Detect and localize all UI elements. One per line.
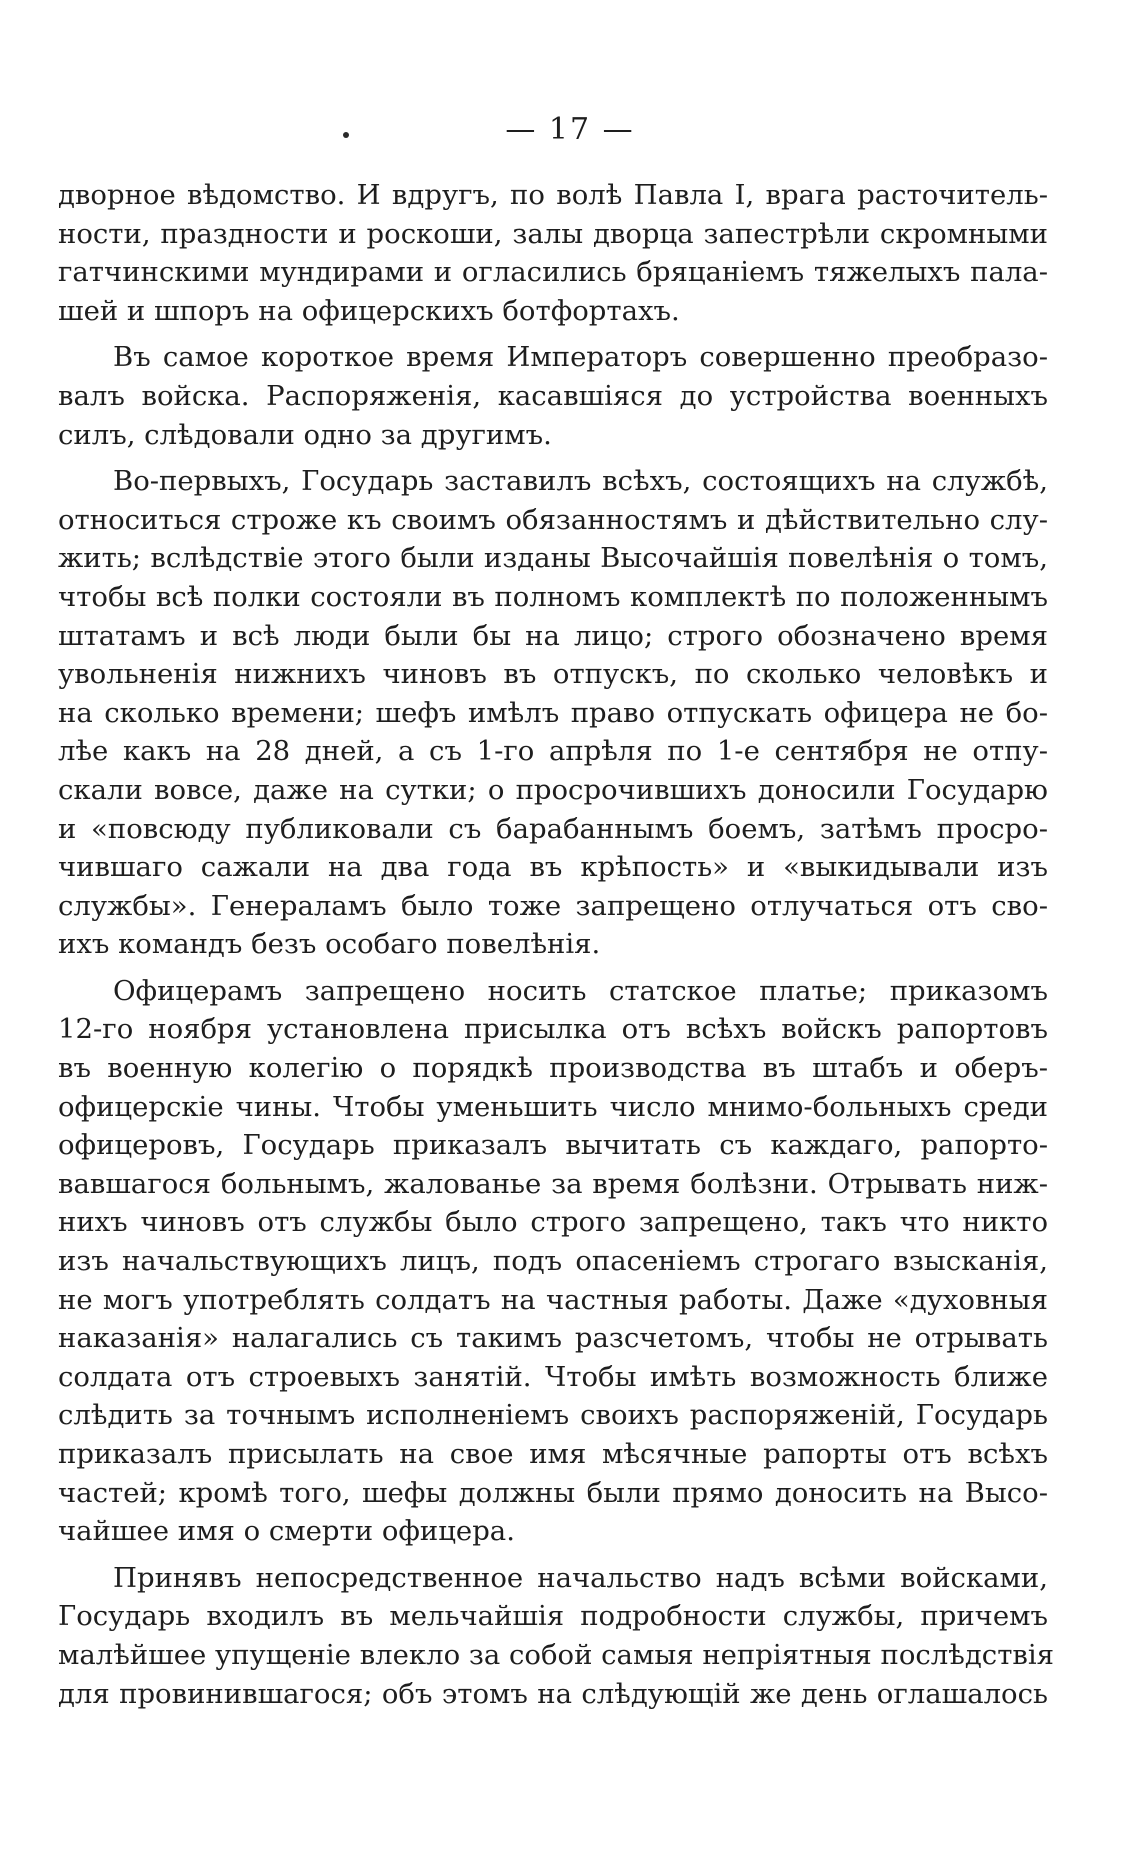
text-line: увольненiя нижнихъ чиновъ въ отпускъ, по сколько человѣкъ и (58, 658, 1048, 691)
text-line: офицеровъ, Государь приказалъ вычитать съ каждаго, рапорто- (58, 1129, 1048, 1162)
text-line: малѣйшее упущенiе влекло за собой самыя непрiятныя послѣдствiя (58, 1638, 1055, 1671)
text-line: 12-го ноября установлена присылка отъ всѣхъ войскъ рапортовъ (58, 1013, 1048, 1046)
text-line: гатчинскими мундирами и огласились бряцанiемъ тяжелыхъ пала- (58, 256, 1048, 289)
text-line: слѣдить за точнымъ исполненiемъ своихъ распоряженiй, Государь (58, 1399, 1048, 1432)
text-line: шей и шпоръ на офицерскихъ ботфортахъ. (58, 294, 680, 327)
text-line: въ военную колегiю о порядкѣ производства въ штабъ и оберъ- (58, 1052, 1048, 1085)
text-line: службы». Генераламъ было тоже запрещено отлучаться отъ сво- (58, 889, 1048, 922)
text-line: наказанiя» налагались съ такимъ разсчетомъ, чтобы не отрывать (58, 1322, 1048, 1355)
text-line: дворное вѣдомство. И вдругъ, по волѣ Павла I, врага расточитель- (58, 179, 1048, 211)
text-line: скали вовсе, даже на сутки; о просрочившихъ доносили Государю (58, 773, 1048, 806)
text-line: относиться строже къ своимъ обязанностямъ и дѣйствительно слу- (58, 503, 1048, 536)
text-line: чившаго сажали на два года въ крѣпость» и «выкидывали изъ (58, 851, 1048, 884)
paragraph (58, 972, 1048, 1551)
text-line: Въ самое короткое время Императоръ совершенно преобразо- (113, 341, 1048, 374)
text-line: ихъ командъ безъ особаго повелѣнiя. (58, 928, 601, 961)
text-line: и «повсюду публиковали съ барабаннымъ боемъ, затѣмъ просро- (58, 812, 1048, 845)
text-line: приказалъ присылать на свое имя мѣсячные рапорты отъ всѣхъ (58, 1438, 1048, 1470)
text-line: частей; кромѣ того, шефы должны были прямо доносить на Высо- (58, 1476, 1048, 1509)
text-line: штатамъ и всѣ люди были бы на лицо; строго обозначено время (58, 619, 1048, 652)
text-line: вавшагося больнымъ, жалованье за время болѣзни. Отрывать ниж- (58, 1167, 1048, 1200)
text-line: не могъ употреблять солдатъ на частныя работы. Даже «духовныя (58, 1283, 1048, 1316)
text-line: изъ начальствующихъ лицъ, подъ опасенiемъ строгаго взысканiя, (58, 1245, 1048, 1278)
text-line: лѣе какъ на 28 дней, а съ 1-го апрѣля по 1-е сентября не отпу- (58, 735, 1048, 768)
text-line: Во-первыхъ, Государь заставилъ всѣхъ, состоящихъ на службѣ, (113, 465, 1048, 498)
text-line: ности, праздности и роскоши, залы дворца запестрѣли скромными (58, 217, 1048, 250)
text-line: чайшее имя о смерти офицера. (58, 1515, 515, 1548)
text-line: для провинившагося; объ этомъ на слѣдующiй же день оглашалось (58, 1677, 1048, 1710)
paragraph (58, 462, 1048, 964)
paragraph (58, 176, 1048, 330)
paragraph (58, 1559, 1055, 1713)
text-line: чтобы всѣ полки состояли въ полномъ комплектѣ по положеннымъ (58, 580, 1048, 613)
text-line: силъ, слѣдовали одно за другимъ. (58, 418, 552, 451)
paragraph (58, 338, 1048, 454)
text-line: Офицерамъ запрещено носить статское платье; приказомъ (113, 974, 1048, 1007)
body-text (58, 176, 1055, 1721)
text-line: Государь входилъ въ мельчайшiя подробности службы, причемъ (58, 1600, 1048, 1633)
text-line: нихъ чиновъ отъ службы было строго запрещено, такъ что никто (58, 1206, 1048, 1239)
text-line: жить; вслѣдствiе этого были изданы Высочайшiя повелѣнiя о томъ, (58, 542, 1048, 575)
text-line: на сколько времени; шефъ имѣлъ право отпускать офицера не бо- (58, 696, 1048, 729)
text-line: офицерскiе чины. Чтобы уменьшить число мнимо-больныхъ среди (58, 1090, 1048, 1123)
text-line: солдата отъ строевыхъ занятiй. Чтобы имѣть возможность ближе (58, 1360, 1048, 1393)
text-line: валъ войска. Распоряженiя, касавшiяся до устройства военныхъ (58, 379, 1048, 412)
page-number: — 17 — (505, 112, 635, 147)
text-line: Принявъ непосредственное начальство надъ всѣми войсками, (113, 1561, 1048, 1594)
